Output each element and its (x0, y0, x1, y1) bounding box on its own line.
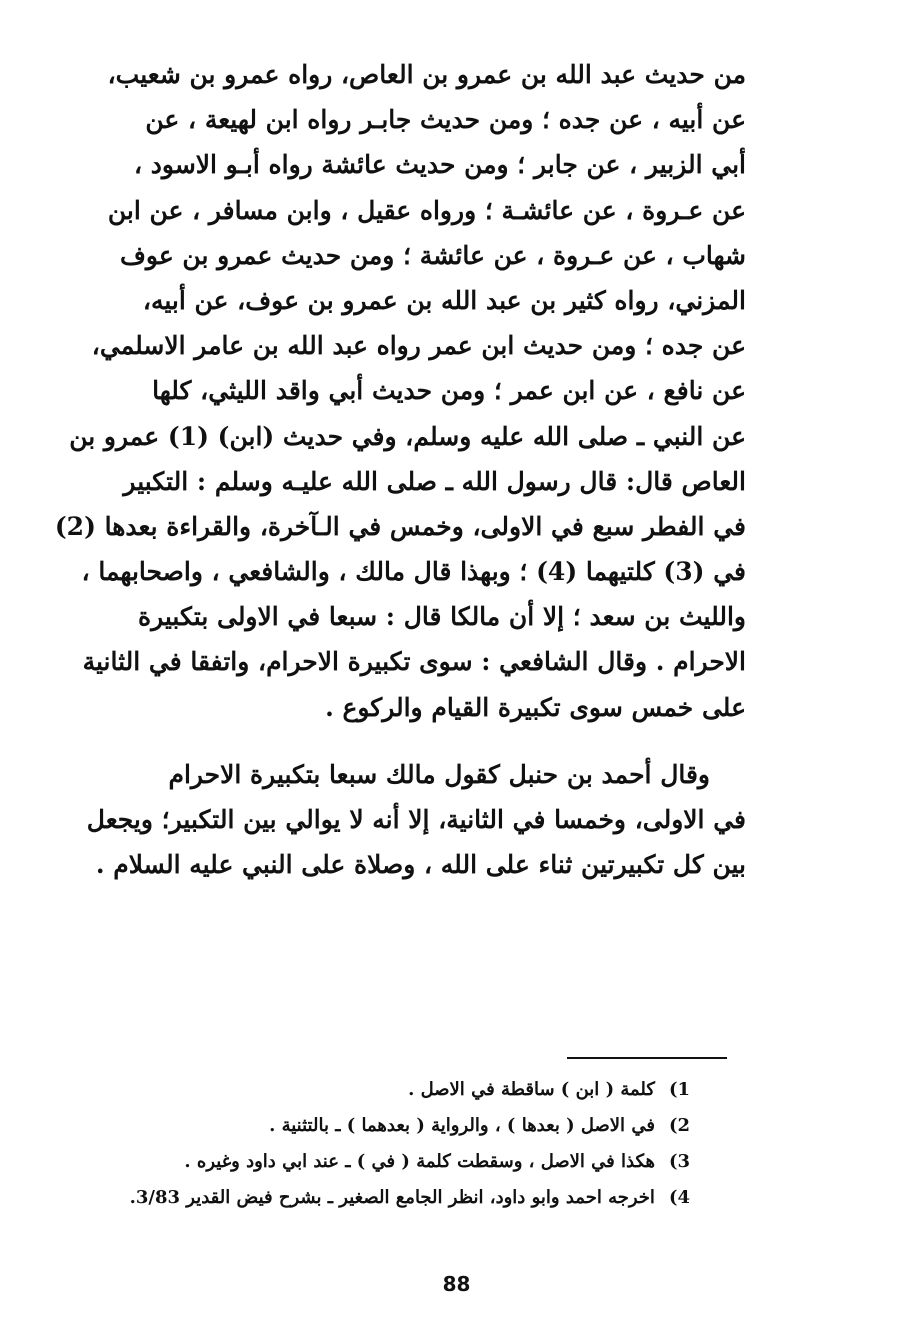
text-line: بين كل تكبيرتين ثناء على الله ، وصلاة على النبي عليه السلام . (95, 850, 746, 880)
footnote-text: هكذا في الاصل ، وسقطت كلمة ( في ) ـ عند ابي داود وغيره . (184, 1151, 655, 1172)
footnote-item (80, 1108, 690, 1144)
text-line: عن جده ؛ ومن حديث ابن عمر رواه عبد الله بن عامر الاسلمي، (91, 331, 746, 361)
footnote-number: 3) (668, 1151, 690, 1172)
footnotes (80, 1072, 690, 1216)
footnote-text: في الاصل ( بعدها ) ، والرواية ( بعدهما ) ـ بالتثنية . (269, 1115, 655, 1136)
text-line: عن نافع ، عن ابن عمر ؛ ومن حديث أبي واقد الليثي، كلها (152, 376, 746, 406)
text-line: عن أبيه ، عن جده ؛ ومن حديث جابـر رواه ابن لهيعة ، عن (145, 105, 746, 135)
text-line: في الاولى، وخمسا في الثانية، إلا أنه لا يوالي بين التكبير؛ ويجعل (86, 805, 746, 835)
footnote-number: 1) (668, 1079, 690, 1100)
text-line: وقال أحمد بن حنبل كقول مالك سبعا بتكبيرة الاحرام (168, 760, 710, 789)
footnote-item (80, 1072, 690, 1108)
footnote-text: اخرجه احمد وابو داود، انظر الجامع الصغير ـ بشرح فيض القدير 3/83. (129, 1187, 655, 1208)
text-line: من حديث عبد الله بن عمرو بن العاص، رواه عمرو بن شعيب، (107, 60, 746, 89)
footnote-number: 2) (668, 1115, 690, 1136)
text-line: في الفطر سبع في الاولى، وخمس في الـآخرة، والقراءة بعدها (2) (54, 511, 746, 541)
text-line: شهاب ، عن عـروة ، عن عائشة ؛ ومن حديث عمرو بن عوف (119, 240, 746, 270)
text-line: على خمس سوى تكبيرة القيام والركوع . (325, 692, 746, 722)
text-line: المزني، رواه كثير بن عبد الله بن عمرو بن عوف، عن أبيه، (142, 285, 746, 315)
footnote-item (80, 1144, 690, 1180)
text-line: أبي الزبير ، عن جابر ؛ ومن حديث عائشة رواه أبـو الاسود ، (134, 150, 746, 180)
text-line: عن النبي ـ صلى الله عليه وسلم، وفي حديث (ابن) (1) عمرو بن (69, 421, 746, 451)
footnote-separator (567, 1057, 727, 1059)
page-number: 88 (442, 1272, 471, 1296)
main-paragraph-1 (54, 52, 746, 730)
text-line: العاص قال: قال رسول الله ـ صلى الله عليـه وسلم : التكبير (123, 466, 746, 496)
footnote-item (80, 1180, 690, 1216)
footnote-number: 4) (668, 1187, 690, 1208)
footnote-text: كلمة ( ابن ) ساقطة في الاصل . (408, 1079, 655, 1100)
text-line: عن عـروة ، عن عائشـة ؛ ورواه عقيل ، وابن مسافر ، عن ابن (107, 195, 746, 225)
main-paragraph-2 (86, 752, 746, 888)
text-line: والليث بن سعد ؛ إلا أن مالكا قال : سبعا في الاولى بتكبيرة (137, 602, 746, 632)
text-line: في (3) كلتيهما (4) ؛ وبهذا قال مالك ، والشافعي ، واصحابهما ، (81, 557, 746, 587)
text-line: الاحرام . وقال الشافعي : سوى تكبيرة الاحرام، واتفقا في الثانية (82, 647, 746, 677)
